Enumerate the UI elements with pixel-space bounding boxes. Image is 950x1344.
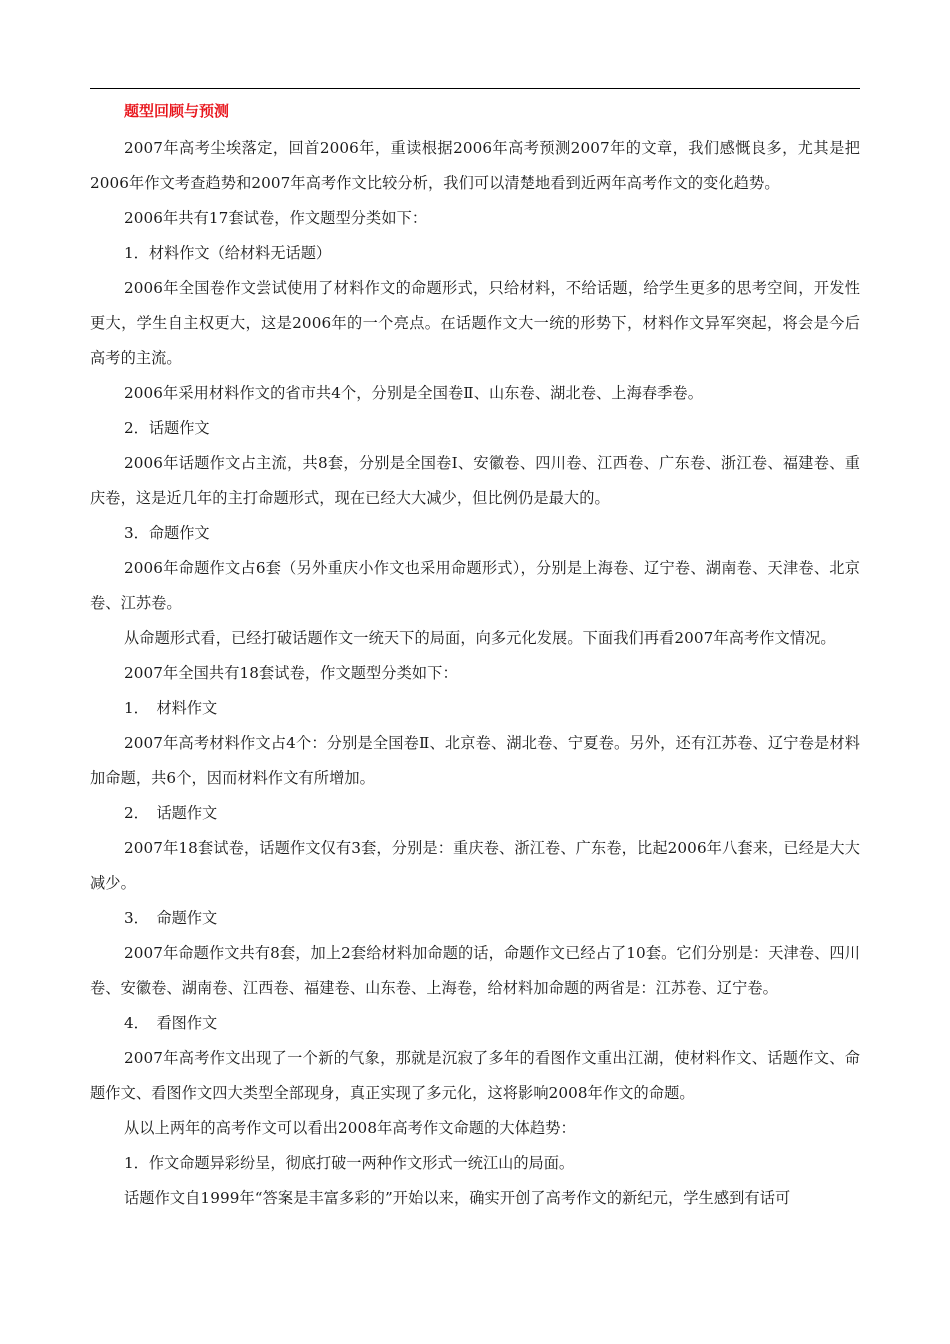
paragraph: 2007年高考作文出现了一个新的气象，那就是沉寂了多年的看图作文重出江湖，使材料作文、话题作文、命题作文、看图作文四大类型全部现身，真正实现了多元化，这将影响2008年作文的命题。 xyxy=(90,1049,860,1102)
list-item: 3． 命题作文 xyxy=(124,909,218,927)
section-title: 题型回顾与预测 xyxy=(124,102,230,120)
paragraph: 2007年命题作文共有8套，加上2套给材料加命题的话，命题作文已经占了10套。它们分别是：天津卷、四川卷、安徽卷、湖南卷、江西卷、福建卷、山东卷、上海卷，给材料加命题的两省是：江苏卷、辽宁卷。 xyxy=(90,944,860,997)
paragraph: 话题作文自1999年“答案是丰富多彩的”开始以来，确实开创了高考作文的新纪元，学生感到有话可 xyxy=(124,1189,791,1207)
paragraph: 2007年全国共有18套试卷，作文题型分类如下： xyxy=(124,664,458,682)
list-item: 4． 看图作文 xyxy=(124,1014,218,1032)
paragraph: 2006年全国卷作文尝试使用了材料作文的命题形式，只给材料，不给话题，给学生更多的思考空间，开发性更大，学生自主权更大，这是2006年的一个亮点。在话题作文大一统的形势下，材料作文异军突起，将会是今后高考的主流。 xyxy=(90,279,860,367)
list-item: 2．话题作文 xyxy=(124,419,210,437)
paragraph: 2007年18套试卷，话题作文仅有3套，分别是：重庆卷、浙江卷、广东卷，比起2006年八套来，已经是大大减少。 xyxy=(90,839,860,892)
list-item: 3．命题作文 xyxy=(124,524,210,542)
header-rule xyxy=(90,88,860,89)
paragraph: 2007年高考材料作文占4个：分别是全国卷Ⅱ、北京卷、湖北卷、宁夏卷。另外，还有江苏卷、辽宁卷是材料加命题，共6个，因而材料作文有所增加。 xyxy=(90,734,860,787)
paragraph: 从以上两年的高考作文可以看出2008年高考作文命题的大体趋势： xyxy=(124,1119,576,1137)
paragraph: 2006年话题作文占主流，共8套，分别是全国卷Ⅰ、安徽卷、四川卷、江西卷、广东卷、浙江卷、福建卷、重庆卷，这是近几年的主打命题形式，现在已经大大减少，但比例仍是最大的。 xyxy=(90,454,860,507)
list-item: 1．作文命题异彩纷呈，彻底打破一两种作文形式一统江山的局面。 xyxy=(124,1154,575,1172)
list-item: 1． 材料作文 xyxy=(124,699,218,717)
paragraph: 2006年采用材料作文的省市共4个，分别是全国卷Ⅱ、山东卷、湖北卷、上海春季卷。 xyxy=(124,384,704,402)
list-item: 1．材料作文（给材料无话题） xyxy=(124,244,332,262)
list-item: 2． 话题作文 xyxy=(124,804,218,822)
paragraph: 2007年高考尘埃落定，回首2006年，重读根据2006年高考预测2007年的文章，我们感慨良多，尤其是把2006年作文考查趋势和2007年高考作文比较分析，我们可以清楚地看到近两年高考作文的变化趋势。 xyxy=(90,139,860,192)
document-page xyxy=(90,88,860,1216)
paragraph: 从命题形式看，已经打破话题作文一统天下的局面，向多元化发展。下面我们再看2007年高考作文情况。 xyxy=(124,629,836,647)
paragraph: 2006年共有17套试卷，作文题型分类如下： xyxy=(124,209,428,227)
paragraph: 2006年命题作文占6套（另外重庆小作文也采用命题形式），分别是上海卷、辽宁卷、湖南卷、天津卷、北京卷、江苏卷。 xyxy=(90,559,860,612)
